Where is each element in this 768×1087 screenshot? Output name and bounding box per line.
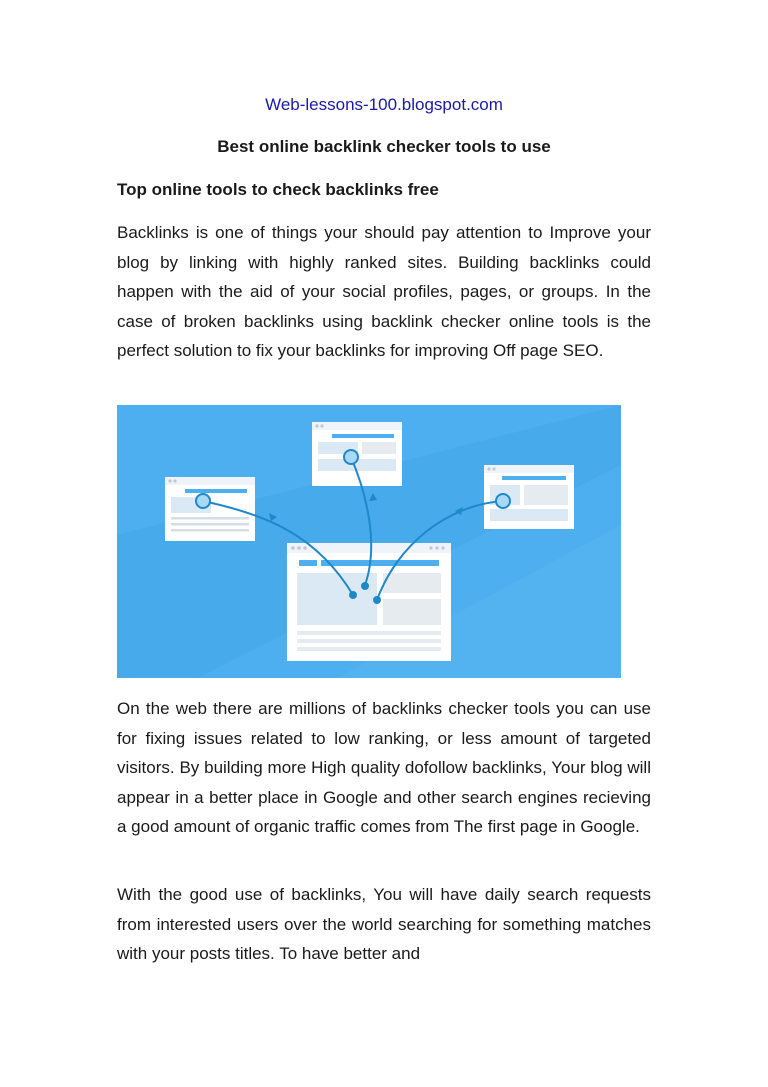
document-title: Best online backlink checker tools to use bbox=[217, 137, 551, 156]
paragraph-intro: Backlinks is one of things your should pay attention to Improve your blog by linking with highly ranked sites. Building backlinks could happen with the aid of your social profiles, pages, or groups. In the case of broken backlinks using backlink checker online tools is the perfect solution to fix your backlinks for improving Off page SEO. bbox=[117, 223, 651, 360]
paragraph-benefits: With the good use of backlinks, You will have daily search requests from interested users over the world searching for something matches with your posts titles. To have better and bbox=[117, 885, 651, 963]
section-heading: Top online tools to check backlinks free bbox=[117, 180, 439, 199]
site-link[interactable]: Web-lessons-100.blogspot.com bbox=[265, 95, 503, 114]
paragraph-tools: On the web there are millions of backlinks checker tools you can use for fixing issues related to low ranking, or less amount of targeted visitors. By building more High quality dofollow backlinks, Your blog will appear in a better place in Google and other search engines recieving a good amount of organic traffic comes from The first page in Google. bbox=[117, 699, 651, 836]
center-window bbox=[287, 543, 451, 661]
left-window bbox=[165, 477, 255, 541]
backlinks-illustration bbox=[117, 405, 621, 678]
